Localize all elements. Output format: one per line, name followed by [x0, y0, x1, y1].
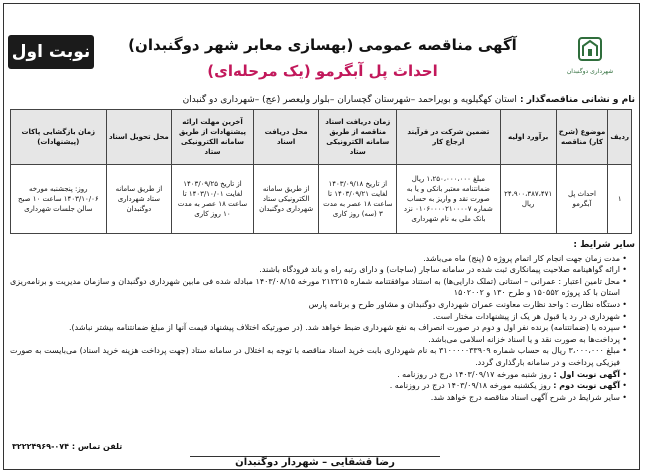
table-cell: روز: پنجشنبه مورخه ۱۴۰۳/۱۰/۰۶ ساعت ۱۰ صبح سالن جلسات شهرداری: [11, 165, 107, 234]
condition-item: • ارائه گواهینامه صلاحیت پیمانکاری ثبت شده در سامانه ساجار (ساجات) و دارای رتبه راه و باند فرودگاه باشند.: [10, 264, 627, 276]
condition-item: • محل تامین اعتبار : عمرانی – استانی (تملک دارایی‌ها) به استناد موافقتنامه شماره ۲۱۲۲۱۵ مورخه ۱۴۰۳/۰۸/۱۵ مبادله شده فی مابین شهرداری دوگنبدان و سازمان مدیریت و برنامه‌ریزی استان با کد پروژه ۱۵۰۵۵۲ و طرح ۱۳۰ و ۱۵۰۲۰۰۲: [10, 276, 627, 299]
table-cell: مبلغ ۱،۲۵۰،۰۰۰،۰۰۰ ریال ضمانتنامه معتبر بانکی و یا به صورت نقد و واریز به حساب شماره ۰۱۰۶۰۰۰۰۲۱۰۰۰۰۷ نزد بانک ملی به نام شهرداری: [397, 165, 501, 234]
notice-badge: نوبت اول: [8, 35, 94, 69]
condition-item: • سپرده با (ضمانتنامه) برنده نفر اول و دوم در صورت انصراف به نفع شهرداری ضبط خواهد شد. (در صورتیکه اختلاف پیشنهاد قیمت آنها از مبلغ ضمانتنامه بیشتر نباشد).: [10, 322, 627, 334]
municipality-logo: [545, 34, 635, 94]
conditions-section: [10, 240, 635, 403]
condition-item: • مبلغ ۳،۰۰۰،۰۰۰ ریال به حساب شماره ۳۱۰۰۰۰۰۳۳۹۰۹ به نام شهرداری بابت خرید اسناد مناقصه با توجه به اختلال در سامانه ستاد (جهت پرداخت هزینه خرید اسناد) می‌بایست به صورت فیزیکی پرداخت و در سامانه بارگذاری گردد.: [10, 345, 627, 368]
table-header: موضوع (شرح کار) مناقصه: [556, 110, 608, 165]
notice-date-second: [10, 380, 627, 392]
page-title: آگهی مناقصه عمومی (بهسازی معابر شهر دوگنبدان): [128, 36, 517, 54]
employer-value: استان کهگیلویه و بویراحمد –شهرستان گچساران –بلوار ولیعصر (عج) –شهرداری دو گنبدان: [182, 95, 517, 105]
contact-phone: [12, 442, 122, 451]
table-header: محل تحویل اسناد: [106, 110, 172, 165]
page-subtitle: احداث پل آبگرمو (یک مرحله‌ای): [207, 62, 438, 80]
table-cell: از طریق سامانه الکترونیکی ستاد شهرداری دوگنبدان: [253, 165, 319, 234]
notice-second-label: آگهی نوبت دوم :: [553, 381, 620, 391]
signature: رضا قشقایی – شهردار دوگنبدان: [190, 456, 440, 468]
table-header: تضمین شرکت در فرآیند ارجاع کار: [397, 110, 501, 165]
condition-item: • پرداخت‌ها به صورت نقد و یا اسناد خزانه اسلامی می‌باشد.: [10, 334, 627, 346]
table-header: آخرین مهلت ارائه پیشنهادات از طریق سامانه الکترونیکی ستاد: [172, 110, 254, 165]
logo-text: شهرداری دوگنبدان: [566, 68, 614, 75]
employer-line: [10, 95, 635, 105]
logo-icon: [575, 34, 605, 64]
table-header-row: [11, 110, 632, 165]
condition-item: • دستگاه نظارت : واحد نظارت معاونت عمران شهرداری دوگنبدان و مشاور طرح و برنامه پارس: [10, 299, 627, 311]
conditions-heading: سایر شرایط :: [573, 240, 635, 250]
phone-label: تلفن تماس :: [71, 442, 123, 451]
conditions-list: [10, 253, 635, 404]
table-header: برآورد اولیه: [500, 110, 556, 165]
condition-item: • مدت زمان جهت انجام کار اتمام پروژه ۵ (پنج) ماه می‌باشد.: [10, 253, 627, 265]
table-header: محل دریافت اسناد: [253, 110, 319, 165]
notice-first-value: روز شنبه مورخه ۱۴۰۳/۰۹/۱۷ درج در روزنامه .: [397, 369, 551, 379]
tender-table: [10, 109, 632, 234]
table-cell: از تاریخ ۱۴۰۳/۰۹/۱۸ لغایت ۱۴۰۳/۰۹/۲۱ تا ساعت ۱۸ عصر به مدت ۳ (سه) روز کاری: [319, 165, 397, 234]
table-header: زمان بازگشایی پاکات (پیشنهادات): [11, 110, 107, 165]
condition-item: • شهرداری در رد یا قبول هر یک از پیشنهادات مختار است.: [10, 311, 627, 323]
notice-first-label: آگهی نوبت اول :: [553, 369, 620, 379]
table-cell: ۱: [608, 165, 632, 234]
notice-date-first: [10, 369, 627, 381]
table-cell: از تاریخ ۱۴۰۳/۰۹/۲۵ لغایت ۱۴۰۳/۱۰/۰۱ تا ساعت ۱۸ عصر به مدت ۱۰ روز کاری: [172, 165, 254, 234]
notice-second-value: روز یکشنبه مورخه ۱۴۰۳/۰۹/۱۸ درج در روزنامه .: [389, 381, 551, 391]
table-row: [11, 165, 632, 234]
phone-value: ۰۷۴-۳۲۲۲۴۹۶۹: [12, 442, 70, 451]
table-header: ردیف: [608, 110, 632, 165]
employer-label: نام و نشانی مناقصه‌گذار :: [519, 95, 635, 105]
condition-item: • سایر شرایط در شرح آگهی اسناد مناقصه درج خواهد شد.: [10, 392, 627, 404]
table-cell: از طریق سامانه ستاد شهرداری دوگنبدان: [106, 165, 172, 234]
table-header: زمان دریافت اسناد مناقصه از طریق سامانه الکترونیکی ستاد: [319, 110, 397, 165]
table-cell: احداث پل آبگرمو: [556, 165, 608, 234]
table-cell: ۲۴،۹۰۰،۳۸۷،۴۷۱ ریال: [500, 165, 556, 234]
